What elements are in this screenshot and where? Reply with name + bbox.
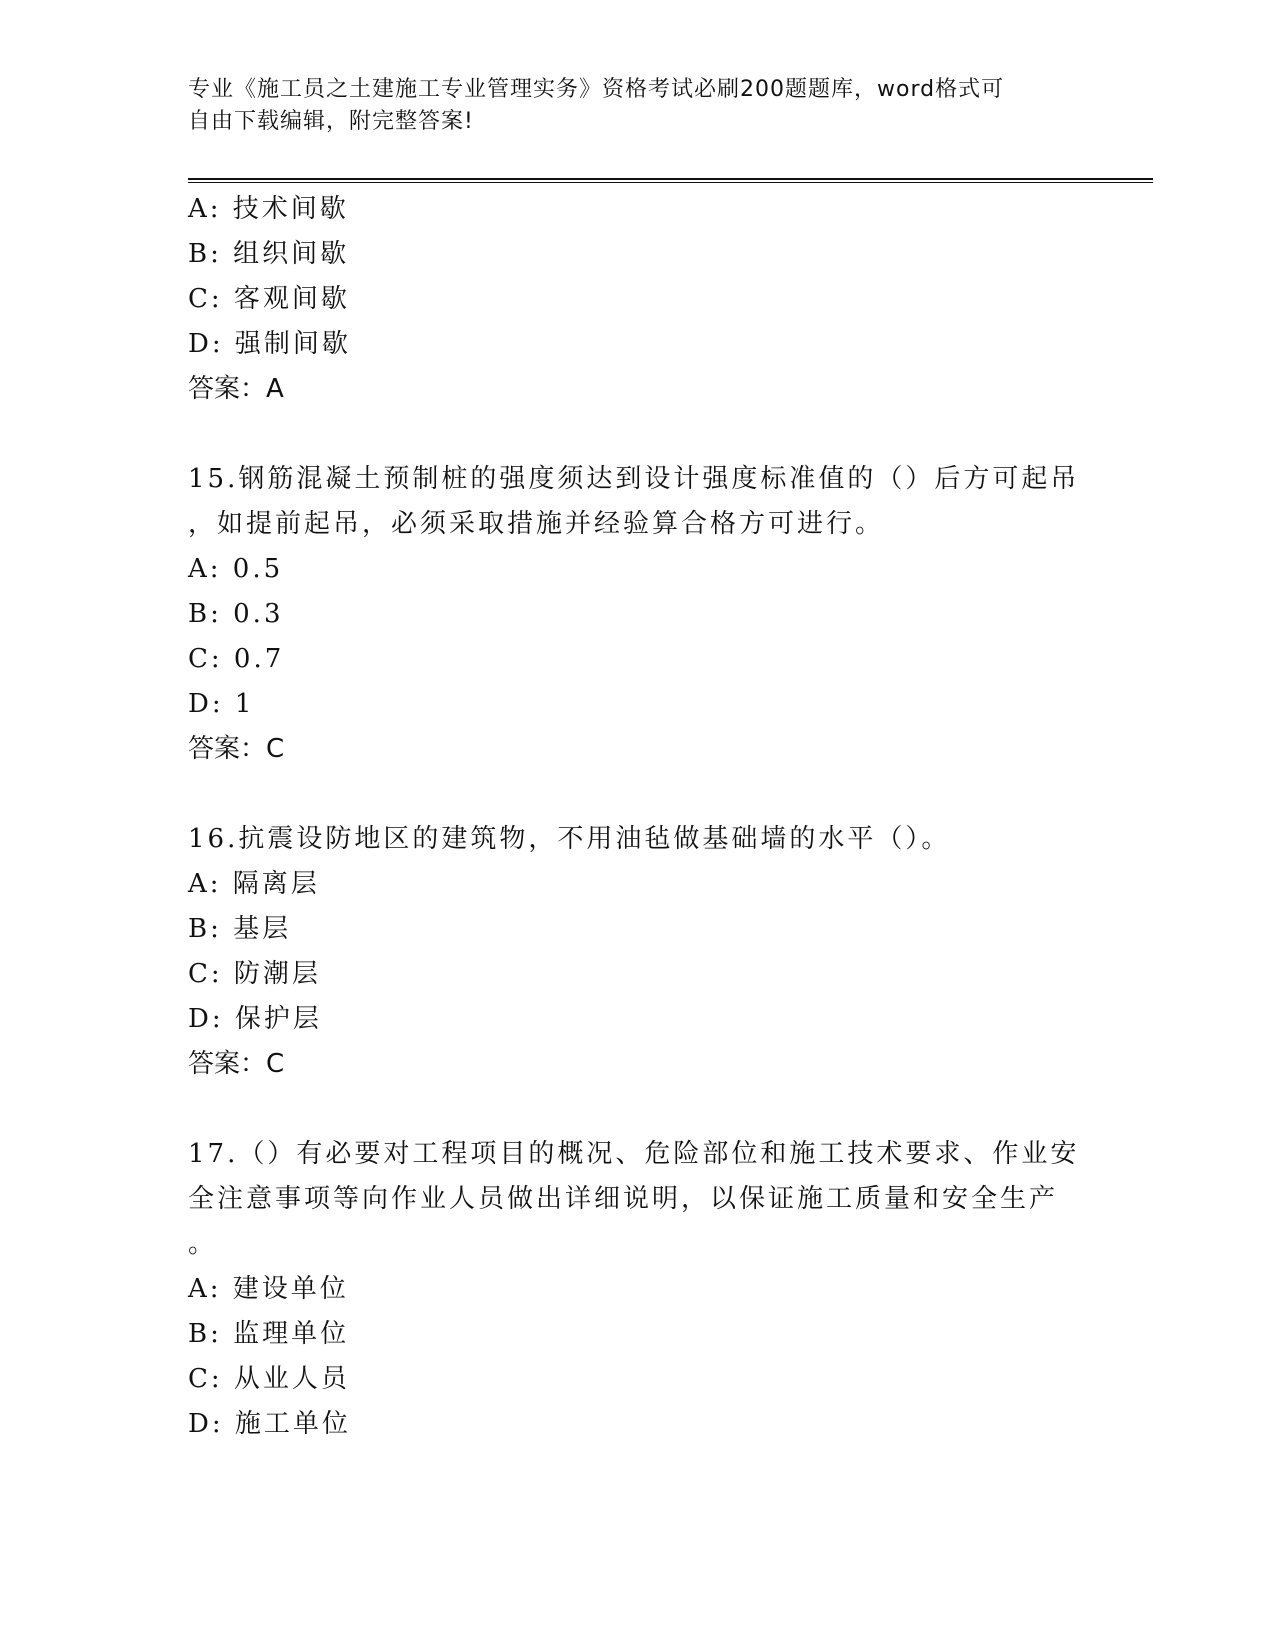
q15-option-a: A: 0.5 <box>188 554 284 584</box>
q17-option-b: B: 监理单位 <box>188 1319 350 1349</box>
q15-stem-line-1: 15.钢筋混凝土预制桩的强度须达到设计强度标准值的（）后方可起吊 <box>188 464 1080 494</box>
header-line-1: 专业《施工员之土建施工专业管理实务》资格考试必刷200题题库，word格式可 <box>188 77 1005 102</box>
q16-stem-line-1: 16.抗震设防地区的建筑物，不用油毡做基础墙的水平（）。 <box>188 824 951 854</box>
q17-option-d: D: 施工单位 <box>188 1409 351 1439</box>
q15-option-c: C: 0.7 <box>188 644 285 674</box>
q15-answer: 答案：C <box>188 734 285 764</box>
header-divider-thin <box>188 182 1153 183</box>
q16-option-a: A: 隔离层 <box>188 869 320 899</box>
q17-option-c: C: 从业人员 <box>188 1364 350 1394</box>
q14-answer: 答案：A <box>188 374 284 404</box>
q16-option-d: D: 保护层 <box>188 1004 322 1034</box>
q17-stem-line-3: 。 <box>188 1229 218 1259</box>
q16-option-c: C: 防潮层 <box>188 959 321 989</box>
q15-option-b: B: 0.3 <box>188 599 284 629</box>
q15-option-d: D: 1 <box>188 689 255 719</box>
q17-stem-line-1: 17.（）有必要对工程项目的概况、危险部位和施工技术要求、作业安 <box>188 1139 1080 1169</box>
q14-option-c: C: 客观间歇 <box>188 284 350 314</box>
header-divider-thick <box>188 178 1153 180</box>
q16-option-b: B: 基层 <box>188 914 292 944</box>
q15-stem-line-2: ，如提前起吊，必须采取措施并经验算合格方可进行。 <box>188 509 885 539</box>
q14-option-d: D: 强制间歇 <box>188 329 351 359</box>
q14-option-a: A: 技术间歇 <box>188 194 349 224</box>
q16-answer: 答案：C <box>188 1049 285 1079</box>
q17-option-a: A: 建设单位 <box>188 1274 349 1304</box>
document-header <box>188 74 1078 138</box>
q14-option-b: B: 组织间歇 <box>188 239 350 269</box>
header-line-2: 自由下载编辑，附完整答案! <box>188 109 474 134</box>
q17-stem-line-2: 全注意事项等向作业人员做出详细说明，以保证施工质量和安全生产 <box>188 1184 1059 1214</box>
